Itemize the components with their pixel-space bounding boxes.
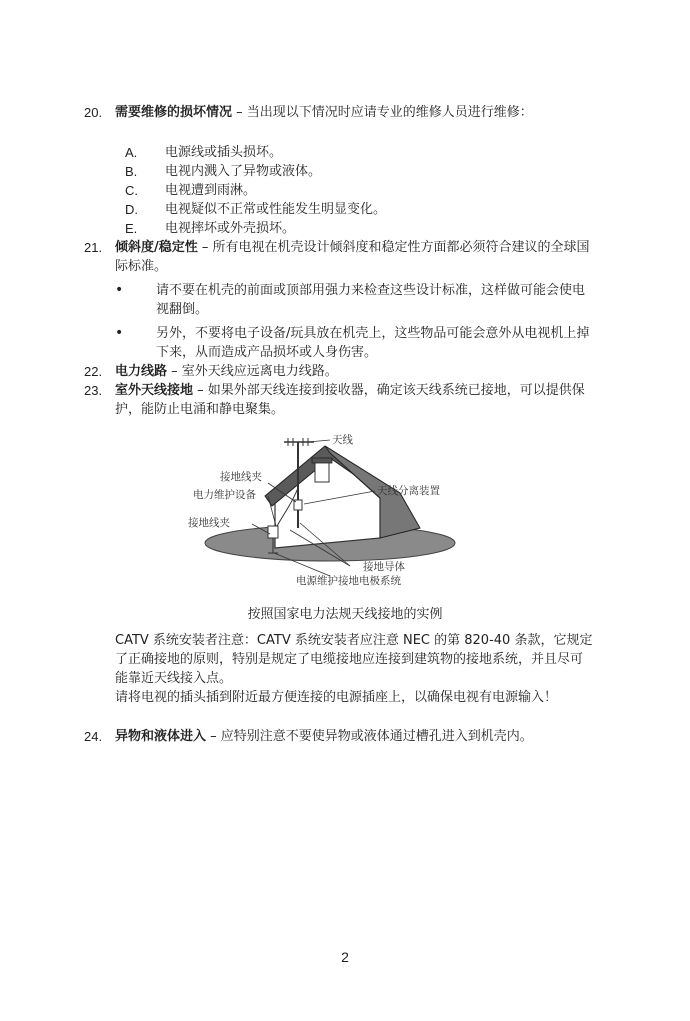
label-antenna: 天线: [332, 434, 353, 446]
item-text: 应特别注意不要使异物或液体通过槽孔进入到机壳内。: [220, 729, 533, 744]
item-24: [84, 727, 594, 746]
page-number: 2: [341, 949, 349, 965]
label-clamp-bottom: 接地线夹: [188, 517, 230, 529]
bullet-icon: •: [115, 282, 124, 298]
item-number: 21.: [84, 240, 103, 255]
sub-text: 电源线或插头损坏。: [165, 145, 283, 160]
label-discharge-unit: 天线分离装置: [377, 485, 440, 497]
item-20: [84, 103, 594, 122]
chimney: [315, 462, 329, 482]
sub-letter: A.: [125, 145, 138, 160]
bullet-item: [115, 281, 595, 319]
bullet-icon: •: [115, 325, 124, 341]
item-heading: 电力线路: [115, 364, 168, 379]
sub-text: 电视摔坏或外壳损坏。: [165, 221, 296, 236]
item-21: [84, 238, 594, 276]
sub-text: 电视内溅入了异物或液体。: [165, 164, 322, 179]
sub-text: 电视疑似不正常或性能发生明显变化。: [165, 202, 387, 217]
label-service-equipment: 电力维护设备: [193, 489, 256, 501]
dash: –: [167, 364, 182, 379]
dash: –: [197, 240, 213, 255]
item-heading: 倾斜度/稳定性: [115, 240, 198, 255]
dash: –: [206, 729, 221, 744]
label-conductors: 接地导体: [363, 561, 405, 573]
sub-letter: B.: [125, 164, 138, 179]
item-text: 当出现以下情况时应请专业的维修人员进行维修：: [246, 105, 533, 120]
catv-note: CATV 系统安装者注意：CATV 系统安装者应注意 NEC 的第 820-40 条款，它规定了正确接地的原则，特别是规定了电缆接地应连接到建筑物的接地系统，并且尽可能靠近天线接入点。: [115, 633, 593, 686]
item-23: [84, 381, 594, 419]
power-note: 请将电视的插头插到附近最方便连接的电源插座上，以确保电视有电源输入！: [115, 690, 558, 705]
sub-text: 电视遭到雨淋。: [165, 183, 257, 198]
bullet-text: 另外，不要将电子设备/玩具放在机壳上，这些物品可能会意外从电视机上掉下来，从而造成产品损坏或人身伤害。: [156, 326, 590, 360]
item-22: [84, 362, 594, 381]
sub-letter: C.: [125, 183, 138, 198]
antenna-grounding-diagram: [180, 428, 470, 593]
service-equipment-box: [268, 526, 278, 538]
item-number: 20.: [84, 105, 103, 120]
sub-letter: D.: [125, 202, 138, 217]
item-text: 所有电视在机壳设计倾斜度和稳定性方面都必须符合建议的全球国际标准。: [115, 240, 590, 274]
item-number: 24.: [84, 729, 103, 744]
item-number: 22.: [84, 364, 103, 379]
dash: –: [193, 383, 208, 398]
item-heading: 室外天线接地: [115, 383, 194, 398]
item-text: 室外天线应远离电力线路。: [181, 364, 338, 379]
item-text: 如果外部天线连接到接收器，确定该天线系统已接地，可以提供保护，能防止电涌和静电聚集。: [115, 383, 585, 417]
item-heading: 需要维修的损坏情况: [115, 105, 233, 120]
item-number: 23.: [84, 383, 103, 398]
label-clamp-top: 接地线夹: [220, 471, 262, 483]
item-heading: 异物和液体进入: [115, 729, 207, 744]
sub-letter: E.: [125, 221, 138, 236]
bullet-text: 请不要在机壳的前面或顶部用强力来检查这些设计标准，这样做可能会使电视翻倒。: [156, 283, 586, 317]
dash: –: [232, 105, 247, 120]
figure-caption: 按照国家电力法规天线接地的实例: [247, 607, 443, 622]
bullet-item: [115, 324, 595, 362]
label-electrode-system: 电源维护接地电极系统: [296, 575, 401, 587]
